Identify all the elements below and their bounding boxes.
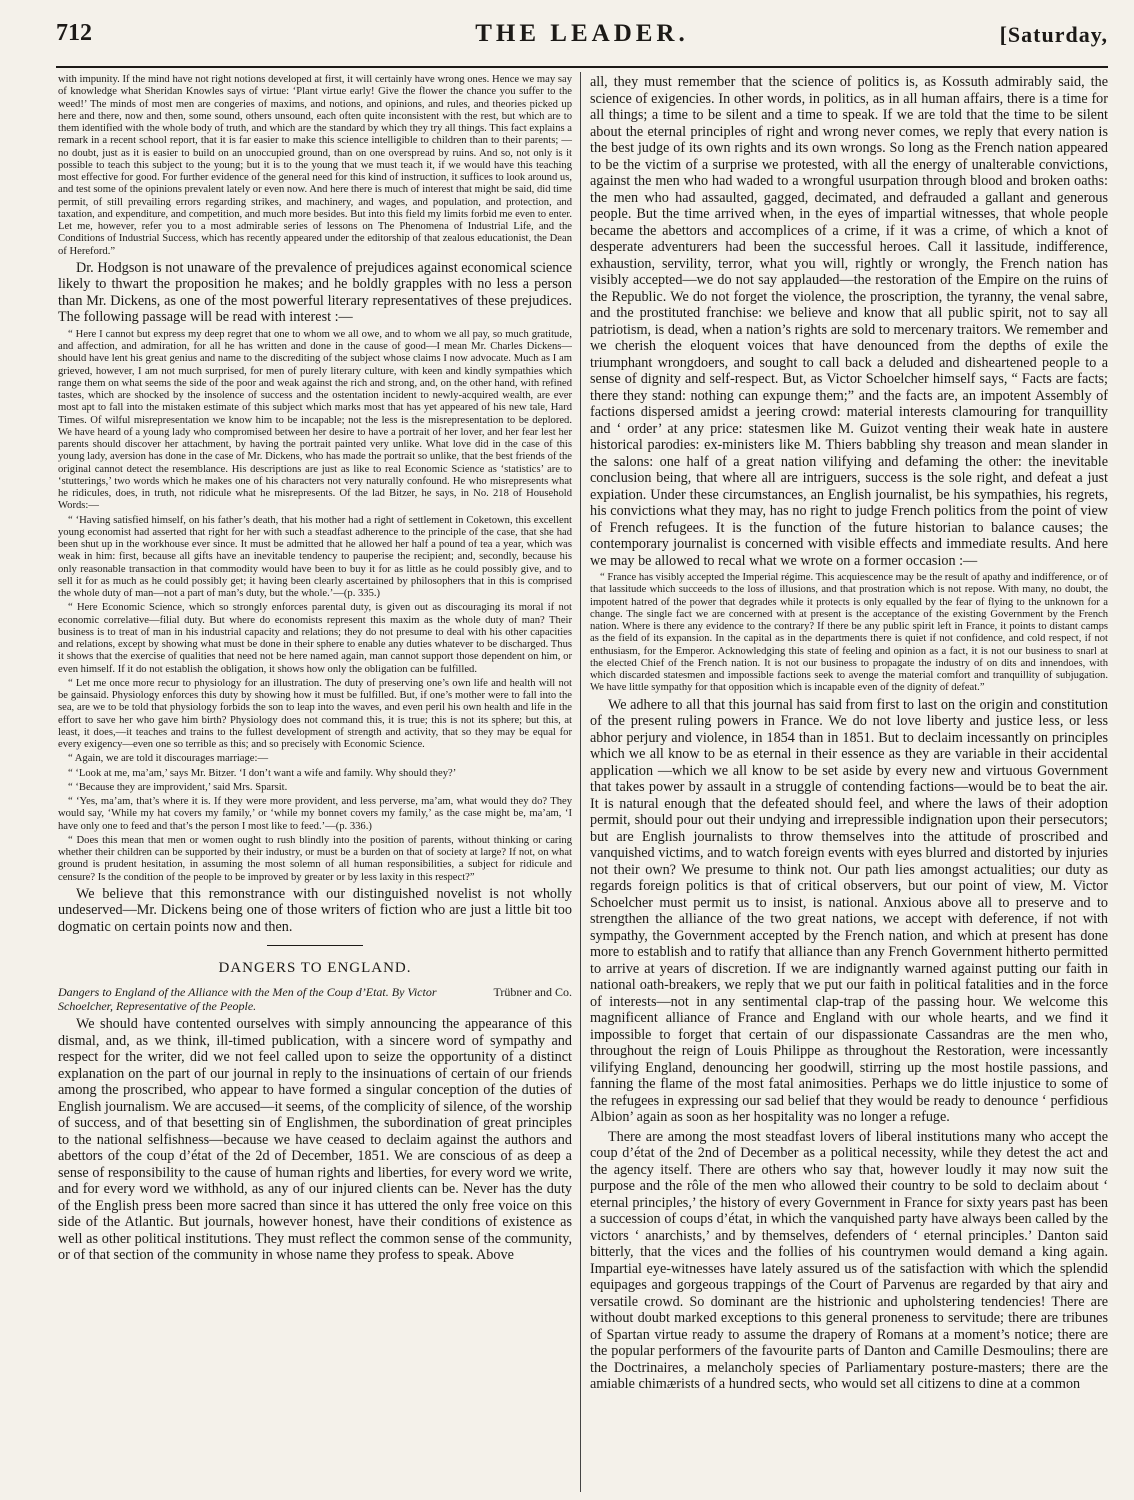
paragraph-remonstrance: We believe that this remonstrance with our distinguished novelist is not wholly undeserved—Mr. Dickens being one of those writers of fiction who are just a little bit too dogmatic on certain points now and then.	[58, 885, 572, 935]
quote-marriage: “ Again, we are told it discourages marriage:—	[68, 753, 269, 765]
quote-education: with impunity. If the mind have not right notions developed at first, it will certainly have wrong ones. Hence we may say of knowledge what Sheridan Knowles says of virtue: ‘Plant virtue early! Give the flower the chance you suffer to the weed!’ The minds of most men are congeries of maxims, and notions, and opinions, and rules, and theories picked up here and there, now and then, some sound, others unsound, each often quite inconsistent with the rest, but which are to them identified with the whole body of truth, and which are the standard by which they try all things. This fact explains a remark in a recent school report, that it is far easier to make this science intelligible to children than to their parents; —no doubt, just as it is easier to build on an unoccupied ground, than on one overspread by ruins. And so, not only is it possible to teach this subject to the young; but it is to the young that we must teach it, if we would have this teaching most effective for good. For further evidence of the general need for this kind of instruction, it suffices to look around us, and test some of the opinions prevalent lately or even now. And here there is much of interest that might be said, did time permit, of still prevailing errors regarding strikes, and machinery, and wages, and population, and protection, and taxation, and expenditure, and competition, and much more besides. But into this field my limits forbid me even to enter. Let me, however, refer you to a most admirable series of lessons on The Phenomena of Industrial Life, and the Conditions of Industrial Success, which has recently appeared under the editorship of that zealous educationist, the Dean of Hereford.”	[58, 74, 572, 257]
header-rule	[56, 66, 1108, 68]
right-column	[590, 74, 1108, 1490]
left-column	[58, 74, 572, 1490]
paragraph-hodgson: Dr. Hodgson is not unaware of the prevalence of prejudices against economical science likely to thwart the proposition he makes; and he boldly grapples with no less a person than Mr. Dickens, as one of the most powerful literary representatives of these prejudices. The following passage will be read with interest :—	[58, 259, 572, 326]
section-rule	[267, 945, 363, 946]
section-title: DANGERS TO ENGLAND.	[218, 960, 412, 977]
review-publisher: Trübner and Co.	[493, 985, 572, 1000]
quote-look-at-me: “ ‘Look at me, ma’am,’ says Mr. Bitzer. ‘I don’t want a wife and family. Why should they?’	[68, 767, 457, 779]
column-divider	[580, 72, 581, 1492]
masthead	[56, 18, 1108, 64]
quote-parents: “ Does this mean that men or women ought to rush blindly into the position of parents, without thinking or caring whether their children can be supported by their industry, or must be a burden on that of society at large? If not, on what ground is prudent hesitation, in assuming the most solemn of all human responsibilities, a subject for ridicule and censure? Is the condition of the people to be improved by greater or by less laxity in this respect?”	[58, 834, 572, 883]
quote-yes-maam: “ ‘Yes, ma’am, that’s where it is. If they were more provident, and less perverse, ma’am, what would they do? They would say, ‘While my hat covers my family,’ or ‘while my bonnet covers my family,’ as the case might be, ma’am, ‘I have only one to feed and that’s the person I most like to feed.’—(p. 336.)	[58, 796, 572, 832]
paragraph-dangers: We should have contented ourselves with simply announcing the appearance of this dismal, and, as we think, ill-timed publication, with a sincere word of sympathy and respect for the writer, did we not feel called upon to seize the opportunity of a distinct explanation on the part of our journal in reply to the insinuations of certain of our friends among the proscribed, who appear to have formed a singular conception of the duties of English journalism. We are accused—it seems, of the complicity of silence, of the worship of success, and of that besetting sin of Englishmen, the subordination of great principles to the national selfishness—because we have ceased to declaim against the authors and abettors of the coup d’état of the 2d of December, 1851. We are conscious of as deep a sense of responsibility to the cause of human rights and liberties, for every word we write, and for every word we withhold, as any of our injured clients can be. Never has the duty of the English press been more sacred than since it has uttered the only free voice on this side of the Atlantic. But journals, however honest, have their conditions of existence as well as other political institutions. They must reflect the common sense of the community, or of that section of the community in whose name they profess to speak. Above	[58, 1016, 572, 1264]
page-number: 712	[56, 20, 92, 46]
issue-day: [Saturday,	[999, 22, 1108, 47]
quote-bitzer: “ ‘Having satisfied himself, on his father’s death, that his mother had a right of settlement in Coketown, this excellent young economist had asserted that right for her with such a steadfast adherence to the principle of the case, that she had been shut up in the workhouse ever since. It must be admitted that he allowed her half a pound of tea a year, which was weak in him: first, because all gifts have an inevitable tendency to pauperise the recipient; and, secondly, because his only reasonable transaction in that commodity would have been to buy it for as little as he could possibly give, and to sell it for as much as he could possibly get; it having been clearly ascertained by philosophers that in this is comprised the whole duty of man—not a part of man’s duty, but the whole.’—(p. 335.)	[58, 514, 572, 599]
paragraph-politics: all, they must remember that the science of politics is, as Kossuth admirably said, the science of exigencies. In other words, in politics, as in all human affairs, there is a time for all things; a time to be silent and a time to speak. If we are told that the time to be silent about the eternal principles of right and wrong never comes, we reply that every nation is the best judge of its own rights and its own wrongs. So long as the French nation appeared to be the victim of a surprise we protested, with all the energy of unalterable convictions, against the men who had waded to a wrongful usurpation through blood and broken oaths: the men who had assaulted, gagged, decimated, and defrauded a gallant and generous people. But the time arrived when, in the eyes of impartial witnesses, that whole people became the abettors and accomplices of a crime, if it was a crime, of which a knot of desperate adventurers had been the successful heroes. Call it lassitude, indifference, exhaustion, servility, terror, what you will, rightly or wrongly, the French nation has visibly accepted—we do not say applauded—the restoration of the Empire on the ruins of the Republic. We do not forget the violence, the proscription, the tyranny, the venal sabre, and the prostituted franchise: we believe and know that all public spirit, not to say all patriotism, is dead, when a nation’s rights are sold to mercenary traitors. We remember and we cherish the eloquent voices that have denounced from the depths of exile the triumphant wrongdoers, and sought to call back a deluded and disheartened people to a sense of dignity and self-respect. But, as Victor Schoelcher himself says, “ Facts are facts; there they stand: nothing can expunge them;” and the facts are, an impotent Assembly of factions dispersed amidst a jeering crowd: material interests clamouring for tranquillity and ‘ order’ at any price: statesmen like M. Guizot venting their weak hate in austere historical parodies: ex-ministers like M. Thiers babbling shy treason and mean slander in the salons: one half of a great nation vilifying and defaming the other: the inevitable conclusion being, that where all are intriguers, success is the sole right, and defeat a just expiation. Under these circumstances, an English journalist, be his sympathies, his regrets, his convictions what they may, has no right to judge French politics from the point of view of French refugees. It is the function of the future historian to balance causes; the contemporary journalist is concerned with visible effects and immediate results. And here we may be allowed to recal what we wrote on a former occasion :—	[590, 74, 1108, 569]
review-title: Dangers to England of the Alliance with the Men of the Coup d’Etat. By Victor Schoelcher, Representative of the People.	[58, 985, 437, 1014]
quote-improvident: “ ‘Because they are improvident,’ said Mrs. Sparsit.	[68, 781, 288, 793]
quote-imperial-regime: “ France has visibly accepted the Imperial régime. This acquiescence may be the result of apathy and indifference, or of that lassitude which succeeds to the loss of illusions, and that prostration which is not repose. With many, no doubt, the impotent hatred of the power that degrades while it protects is only equalled by the fear of flying to the unknown for a change. The single fact we are concerned with at present is the acceptance of the existing Government by the French nation. Where is there any evidence to the contrary? If there be any public spirit left in France, it points to distant camps as the field of its expansion. In the capital as in the departments there is quiet if not confidence, and cold respect, if not enthusiasm, for the Emperor. Acknowledging this state of feeling and opinion as a fact, it is not our business to snarl at the elected Chief of the French nation. It is not our business to propagate the industry of on dits and innendoes, with which discarded statesmen and impossible factions seek to avenge the material comfort and tranquillity of subjugation. We have little sympathy for that opposition which is incapable even of the dignity of defeat.”	[590, 572, 1108, 694]
quote-dickens: “ Here I cannot but express my deep regret that one to whom we all owe, and to whom we all pay, so much gratitude, and affection, and admiration, for all he has written and done in the cause of good—I mean Mr. Charles Dickens—should have lent his great genius and name to the discrediting of the subject whose claims I now advocate. Much as I am grieved, however, I am not much surprised, for men of purely literary culture, with keen and kindly sympathies which range them on what seems the side of the poor and weak against the rich and strong, and, on the other hand, with refined tastes, which are shocked by the insolence of success and the ostentation incident to newly-acquired wealth, are ever most apt to fall into the mistaken estimate of this subject which marks most that has yet appeared of his new tale, Hard Times. Of wilful misrepresentation we know him to be incapable; not the less is the misrepresentation to be deplored. We have heard of a young lady who compromised between her desire to have a portrait of her lover, and her fear lest her parents should discover her attachment, by having the portrait painted very unlike. What love did in the case of this young lady, aversion has done in the case of Mr. Dickens, who has made the portrait so unlike, that the best friends of the original cannot detect the resemblance. His descriptions are just as like to real Economic Science as ‘statistics’ are to ‘stutterings,’ two words which he makes one of his characters not very naturally confound. He who misrepresents what he ridicules, does, in truth, not ridicule what he misrepresents. Of the lad Bitzer, he says, in No. 218 of Household Words:—	[58, 328, 572, 512]
quote-parental-duty: “ Here Economic Science, which so strongly enforces parental duty, is given out as discouraging its moral if not economic correlative—filial duty. But where do economists represent this maxim as the whole duty of man? Their business is to treat of man in his industrial capacity and relations; they do not presume to deal with his other capacities and relations, except by showing what must be done in their sphere to enable any duties whatever to be discharged. Thus it shows that the exercise of qualities that need not be here named again, man cannot support those dependent on him, or even himself. If it do not establish the obligation, it shows how only the obligation can be fulfilled.	[58, 602, 572, 675]
paragraph-adhere: We adhere to all that this journal has said from first to last on the origin and constitution of the present ruling powers in France. We do not love liberty and justice less, or less abhor perjury and violence, in 1854 than in 1851. But to declaim incessantly on principles which we all know to be as eternal in their essence as they are variable in their accidental application —which we all know to be set aside by every new and virtuous Government that takes power by assault in a struggle of contending factions—would be to beat the air. It is natural enough that the defeated should feel, and where the laws of their adoption permit, should pour out their undying and irrepressible indignation upon their persecutors; but are English journalists to throw themselves into the attitude of proscribed and vanquished victims, and to watch foreign events with eyes blurred and distorted by injuries not their own? We presume to think not. Our path lies amongst actualities; our duty as regards foreign politics is that of critical observers, but our point of view, M. Victor Schoelcher must permit us to insist, is national. Anxious above all to preserve and to strengthen the alliance of the two great nations, we accept with deference, if not with sympathy, the Government accepted by the French nation, and which at present has done more to establish and to ratify that alliance than any French Government hitherto permitted to arrive at years of discretion. If we are indignantly warned against putting our faith in national oath-breakers, we reply that we put our faith in political fatalities and in the force of interests—not in any sentimental clap-trap of the passing hour. We welcome this magnificent alliance of France and England with our whole hearts, and we find it impossible to forget that certain of our dispassionate Cassandras are the men who, throughout the reign of Louis Philippe as throughout the Restoration, were incessantly vilifying England, denouncing her goodwill, stirring up the most hostile passions, and fanning the flame of the most fatal animosities. Perhaps we do little injustice to some of the refugees in expressing our sad belief that they would be ready to denounce ‘ perfidious Albion’ again as soon as her hospitality was no longer a refuge.	[590, 696, 1108, 1125]
paragraph-liberal-lovers: There are among the most steadfast lovers of liberal institutions many who accept the coup d’état of the 2nd of December as a political necessity, while they detest the act and the agency itself. There are others who say that, however loudly it may now suit the purpose and the rôle of the men who allowed their country to be sold to declaim about ‘ eternal principles,’ the history of every Government in France for sixty years past has been a succession of coups d’état, in which the vanquished party have always been called by the victors ‘ anarchists,’ and by themselves, defenders of ‘ eternal principles.’ Danton said bitterly, that the vices and the follies of his countrymen would demand a king again. Impartial eye-witnesses have lately assured us of the satisfaction with which the splendid equipages and gorgeous trappings of the Court of Parvenus are regarded by that airy and versatile crowd. So dominant are the histrionic and upholstering tendencies! There are without doubt marked exceptions to this general proneness to servitude; there are tribunes of Spartan virtue ready to assume the drapery of Romans at a moment’s notice; there are the popular performers of the favourite parts of Danton and Camille Desmoulins; there are the Doctrinaires, a melancholy species of Parliamentary posture-masters; there are the amiable chimærists of a hundred sects, who would set all citizens to dine at a common	[590, 1128, 1108, 1392]
quote-physiology: “ Let me once more recur to physiology for an illustration. The duty of preserving one’s own life and health will not be gainsaid. Physiology enforces this duty by showing how it must be fulfilled. But, if one’s mother were to fall into the sea, are we to be told that physiology forbids the son to leap into the waves, and even peril his own health and life in the effort to save her who gave him birth? Physiology does not command this, it is true; this is not its sphere; but this, at least, it does,—it teaches and trains to the fullest development of strength and activity, that so they may be equal for every exigency—even one so terrible as this; and so precisely with Economic Science.	[58, 677, 572, 750]
newspaper-title: THE LEADER.	[475, 20, 689, 47]
review-heading	[58, 985, 572, 1013]
